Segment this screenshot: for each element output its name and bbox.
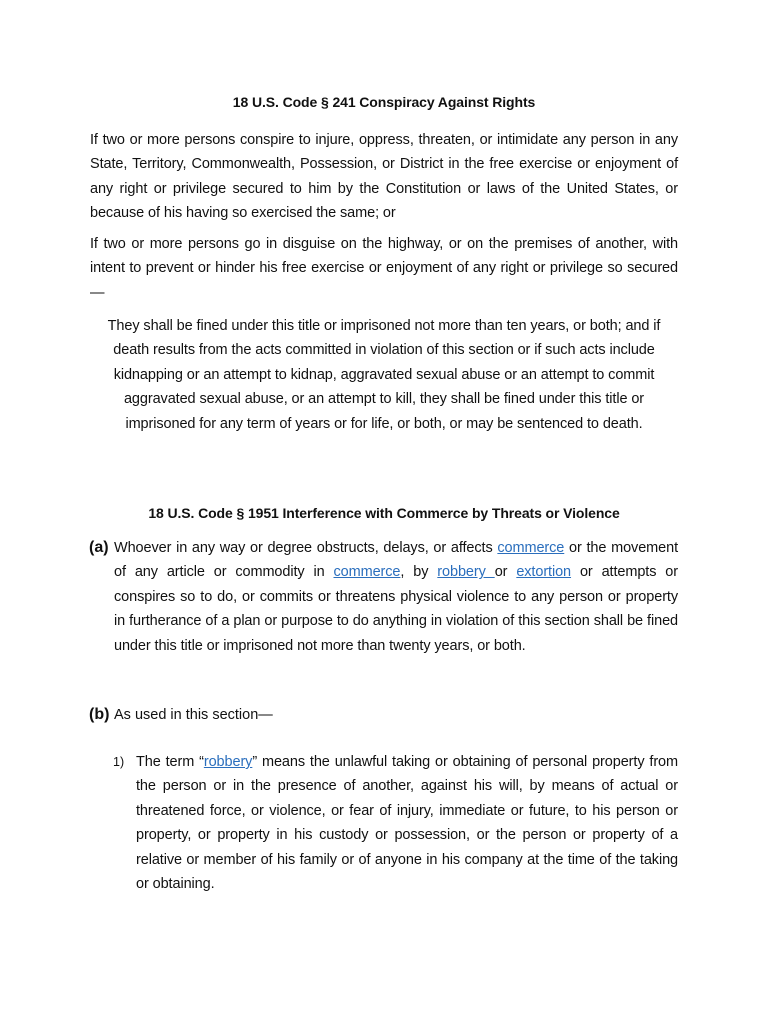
subsection-b-marker: (b)	[89, 706, 110, 723]
section-241-paragraph-2: If two or more persons go in disguise on the highway, or on the premises of another, with intent to prevent or hinder his free exercise or enjoyment of any right or privilege so secured—	[90, 236, 678, 301]
subsection-a-text: Whoever in any way or degree obstructs, delays, or affects commerce or the movement of any article or commodity in commerce, by robbery or extortion or attempts or conspires so to do, or commits or threatens physical violence to any person or property in furtherance of a plan or purpose to do anything in violation of this section shall be fined under this title or imprisoned not more than twenty years, or both.	[114, 540, 679, 654]
item-1-marker: 1)	[113, 755, 125, 769]
extortion-link[interactable]: extortion	[516, 564, 572, 581]
robbery-definition-link[interactable]: robbery	[203, 754, 253, 770]
commerce-link-2[interactable]: commerce	[333, 564, 401, 581]
item-1-text: The term “robbery” means the unlawful taking or obtaining of personal property from the person or in the presence of another, against his will, by means of actual or threatened force, or violence, or fear of injury, immediate or future, to his person or property, or property in his custody or possession, or the person or property of a relative or member of his family or of anyone in his company at the time of the taking or obtaining.	[136, 754, 678, 893]
commerce-link[interactable]: commerce	[497, 540, 565, 556]
subsection-a-marker: (a)	[89, 539, 109, 556]
section-241-paragraph-1: If two or more persons conspire to injure, oppress, threaten, or intimidate any person in any State, Territory, Commonwealth, Possession, or District in the free exercise or enjoyment of any right or privilege secured to him by the Constitution or laws of the United States, or because of his having so exercised the same; or	[90, 132, 678, 222]
section-1951-title: 18 U.S. Code § 1951 Interference with Commerce by Threats or Violence	[148, 505, 620, 521]
section-241-penalty: They shall be fined under this title or imprisoned not more than ten years, or both; and if death results from the acts committed in violation of this section or if such acts include kidnapping or an attempt to kidnap, aggravated sexual abuse or an attempt to commit aggravated sexual abuse, or an attempt to kill, they shall be fined under this title or imprisoned for any term of years or for life, or both, or may be sentenced to death.	[107, 318, 661, 432]
robbery-link[interactable]: robbery	[437, 564, 495, 581]
subsection-b-text: As used in this section—	[114, 707, 273, 723]
section-241-title: 18 U.S. Code § 241 Conspiracy Against Rights	[232, 94, 536, 110]
